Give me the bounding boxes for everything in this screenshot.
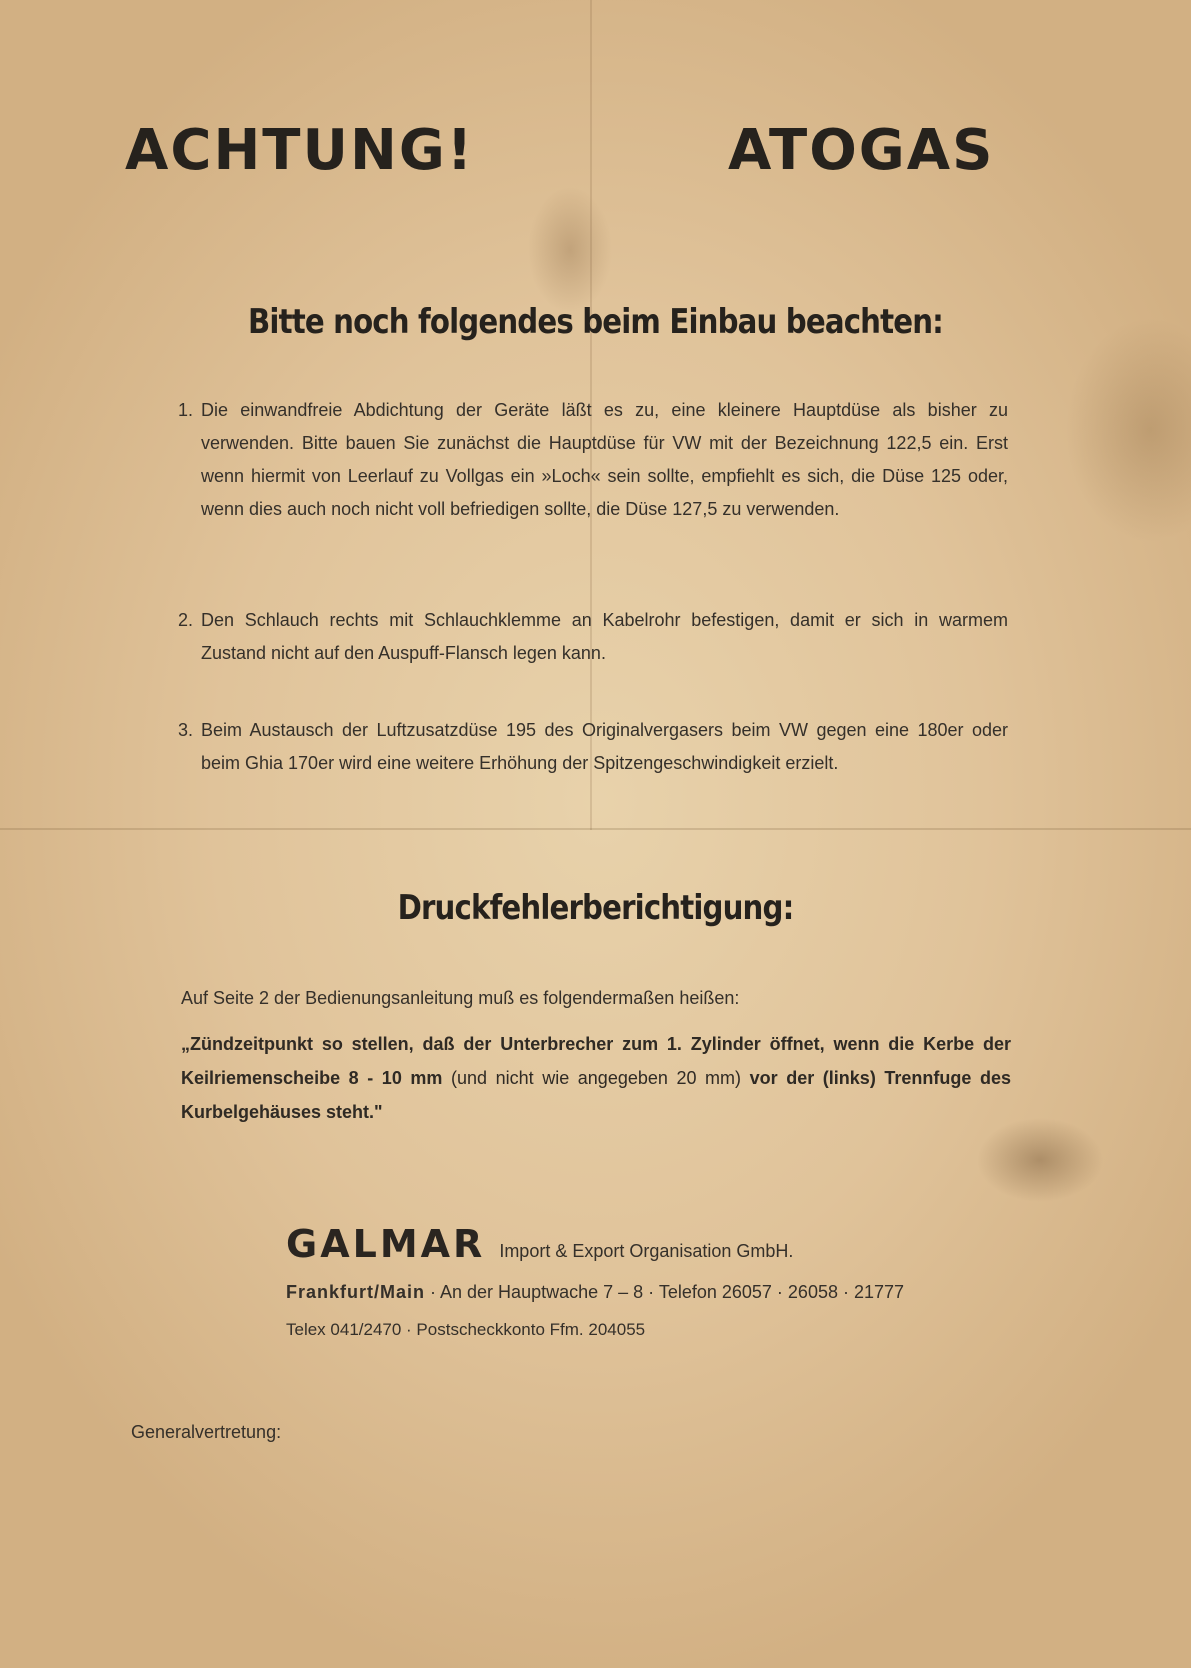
- quote-bold-part: vor der (links) Trennfuge des Kurbelgehäuses steht.": [181, 1068, 1011, 1122]
- instruction-item: [178, 714, 1008, 780]
- instruction-number: 3.: [178, 720, 194, 740]
- company-header: [286, 1222, 1086, 1266]
- headline-achtung: ACHTUNG!: [125, 118, 475, 183]
- headline-atogas: ATOGAS: [728, 118, 995, 183]
- instruction-item: [178, 604, 1008, 670]
- correction-intro: Auf Seite 2 der Bedienungsanleitung muß es folgendermaßen heißen:: [181, 988, 740, 1008]
- company-address: [286, 1282, 1086, 1303]
- instruction-number: 1.: [178, 400, 194, 420]
- paper-fold-horizontal: [0, 828, 1191, 830]
- instruction-text: Die einwandfreie Abdichtung der Geräte läßt es zu, eine kleinere Hauptdüse als bisher zu verwenden. Bitte bauen Sie zunächst die Hauptdüse für VW mit der Bezeichnung 122,5 ein. Erst wenn hiermit von Leerlauf zu Vollgas ein »Loch« sein sollte, empfiehlt es sich, die Düse 125 oder, wenn dies auch noch nicht voll befriedigen sollte, die Düse 127,5 zu verwenden.: [201, 400, 1008, 519]
- installation-title: Bitte noch folgendes beim Einbau beachten:: [247, 302, 944, 342]
- company-name: GALMAR: [286, 1222, 486, 1266]
- instruction-text: Den Schlauch rechts mit Schlauchklemme an Kabelrohr befestigen, damit er sich in warmem Zustand nicht auf den Auspuff-Flansch legen kann.: [201, 610, 1008, 663]
- company-city: Frankfurt/Main: [286, 1282, 426, 1302]
- company-subtitle: Import & Export Organisation GmbH.: [499, 1241, 794, 1261]
- instruction-item: [178, 394, 1008, 526]
- company-telex: Telex 041/2470 · Postscheckkonto Ffm. 204055: [286, 1320, 646, 1339]
- correction-quote: [181, 1027, 1011, 1129]
- company-address-rest: · An der Hauptwache 7 – 8 · Telefon 26057 · 26058 · 21777: [425, 1282, 905, 1302]
- quote-normal-part: (und nicht wie angegeben 20 mm): [442, 1068, 750, 1088]
- generalvertretung-label: Generalvertretung:: [131, 1422, 282, 1442]
- quote-bold-part: „Zündzeitpunkt so stellen, daß der Unterbrecher zum 1. Zylinder öffnet, wenn die Kerbe der Keilriemenscheibe 8 - 10 mm: [181, 1034, 1011, 1088]
- instruction-number: 2.: [178, 610, 194, 630]
- instruction-text: Beim Austausch der Luftzusatzdüse 195 des Originalvergasers beim VW gegen eine 180er oder beim Ghia 170er wird eine weitere Erhöhung der Spitzengeschwindigkeit erzielt.: [201, 720, 1008, 773]
- correction-title: Druckfehlerberichtigung:: [397, 888, 794, 928]
